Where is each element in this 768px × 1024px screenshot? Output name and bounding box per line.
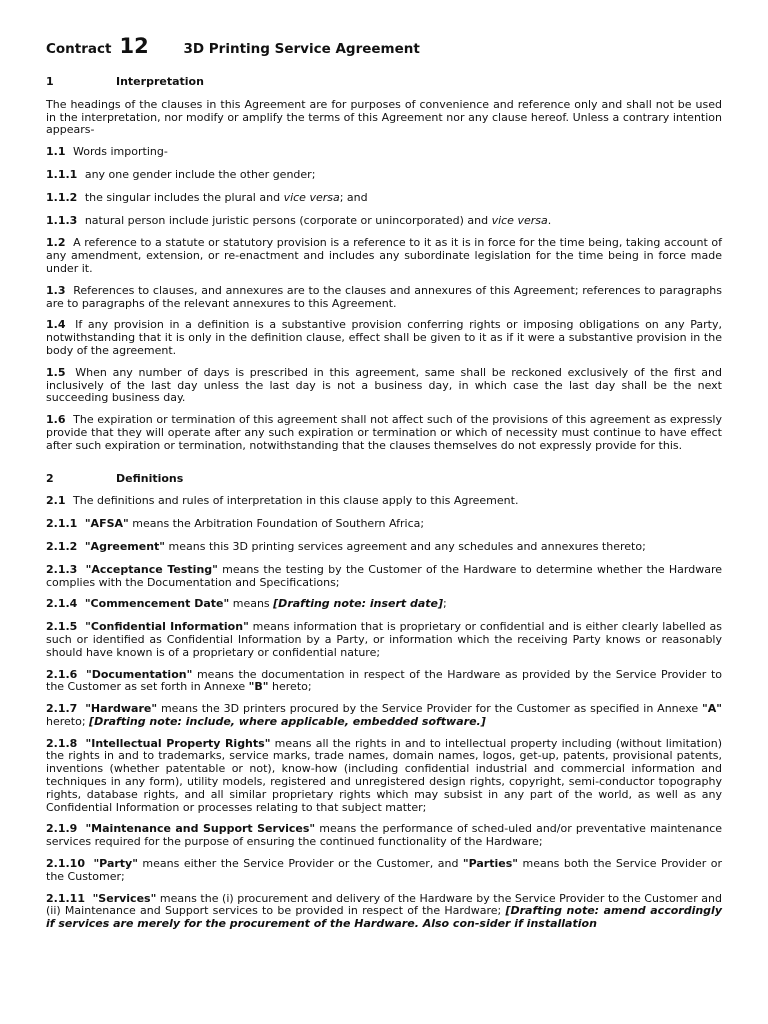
clause-2-1: [46, 495, 722, 508]
clause-1-2: [46, 237, 722, 275]
clause-text: When any number of days is prescribed in this agreement, same shall be reckoned exclusively of the first and inclusively of the last day unless the last day is not a business day, in which case the last day shall be the next succeeding business day.: [46, 365, 722, 405]
clause-text: means the documentation in respect of the Hardware as provided by the Service Provider to the Customer as set forth in Annexe: [46, 667, 723, 694]
clause-number: 2.1.1: [46, 517, 78, 531]
defined-term: "Commencement Date": [84, 597, 230, 611]
clause-text: means the (i) procurement and delivery of the Hardware by the Service Provider to the Customer and (ii) Maintenance and Support services to be provided in respect of the Hardware;: [46, 891, 723, 918]
clause-text: means the testing by the Customer of the Hardware to determine whether the Hardware complies with the Documentation and Specifications;: [46, 562, 722, 589]
clause-text: means all the rights in and to intellectual property including (without limitation) the rights in and to trademarks, service marks, trade names, domain names, logos, get-up, patents, provisional patents, inventions (whether patentable or not), know-how (including confidential industrial and commercial information and techniques in any form), utility models, registered and unregistered design rights, copyright, semi-conductor topography rights, database rights, and all similar proprietary rights which may subsist in any part of the world, as well as any Confidential Information or processes relating to that subject matter;: [46, 736, 722, 814]
section-heading-interpretation: [46, 76, 722, 89]
annexe-reference: "B": [248, 680, 269, 694]
defined-term-secondary: "Parties": [462, 857, 519, 871]
clause-2-1-9: [46, 823, 722, 849]
defined-term: "AFSA": [84, 517, 129, 531]
clause-2-1-11: [46, 893, 722, 931]
section-number: 1: [46, 75, 54, 88]
clause-number: 1.1: [46, 145, 66, 159]
clause-text: any one gender include the other gender;: [84, 167, 316, 181]
clause-text: means the performance of sched-uled and/or preventative maintenance services required for the purpose of ensuring the continued functionality of the Hardware;: [46, 822, 723, 849]
clause-text-end: ; and: [339, 190, 368, 204]
clause-number: 2.1.2: [46, 539, 78, 553]
document-title-row: [46, 34, 722, 68]
clause-number: 2.1.7: [46, 702, 78, 716]
clause-number: 2.1.8: [46, 736, 78, 750]
clause-2-1-2: [46, 541, 722, 554]
clause-text: natural person include juristic persons (corporate or unincorporated) and: [84, 213, 492, 227]
clause-text-end: .: [547, 213, 552, 227]
defined-term: "Intellectual Property Rights": [85, 736, 271, 750]
clause-text: means the Arbitration Foundation of Southern Africa;: [128, 517, 425, 531]
clause-text: The expiration or termination of this agreement shall not affect such of the provisions of this agreement as expressly provide that they will operate after any such expiration or termination or which of necessity must continue to have effect after such expiration or termination, notwithstanding that the clauses themselves do not expressly provide for this.: [46, 413, 722, 452]
clause-text-end: means both the Service Provider or the Customer;: [46, 857, 722, 883]
clause-text-end: ;: [443, 597, 447, 611]
clause-1-3: [46, 285, 722, 311]
clause-text: References to clauses, and annexures are to the clauses and annexures of this Agreement; references to paragraphs are to paragraphs of the relevant annexures to this Agreement.: [46, 283, 722, 310]
clause-text: Words importing-: [73, 145, 168, 159]
clause-1-1-2: [46, 192, 722, 205]
contract-number: 12: [119, 34, 149, 58]
clause-number: 1.6: [46, 413, 66, 427]
defined-term: "Party": [93, 857, 138, 871]
defined-term: "Services": [92, 891, 157, 905]
clause-2-1-3: [46, 564, 722, 590]
clause-2-1-6: [46, 669, 722, 695]
clause-2-1-8: [46, 738, 722, 815]
clause-number: 1.1.1: [46, 167, 78, 181]
clause-number: 2.1.11: [46, 891, 85, 905]
clause-italic: vice versa: [491, 213, 548, 227]
interpretation-intro: The headings of the clauses in this Agreement are for purposes of convenience and reference only and shall not be used in the interpretation, nor modify or amplify the terms of this Agreement nor any clause hereof. Unless a contrary intention appears-: [46, 97, 722, 137]
defined-term: "Confidential Information": [85, 620, 249, 634]
defined-term: "Agreement": [84, 539, 166, 553]
clause-number: 2.1: [46, 494, 66, 508]
clause-text: the singular includes the plural and: [84, 190, 284, 204]
clause-text: If any provision in a definition is a substantive provision conferring rights or imposing obligations on any Party, notwithstanding that it is only in the definition clause, effect shall be given to it as if it were a substantive provision in the body of the agreement.: [46, 318, 723, 357]
clause-text: A reference to a statute or statutory provision is a reference to it as it is in force for the time being, taking account of any amendment, extension, or re-enactment and includes any subordinate legislation for the time being in force made under it.: [46, 236, 722, 275]
clause-2-1-7: [46, 703, 722, 729]
defined-term: "Acceptance Testing": [85, 562, 218, 576]
defined-term: "Hardware": [85, 702, 158, 716]
clause-number: 1.2: [46, 236, 66, 250]
section-number: 2: [46, 471, 54, 485]
clause-number: 1.3: [46, 283, 66, 297]
clause-1-1: [46, 146, 722, 159]
annexe-reference: "A": [702, 702, 723, 716]
clause-1-6: [46, 414, 722, 452]
clause-italic: vice versa: [283, 190, 340, 204]
clause-number: 2.1.9: [46, 822, 78, 836]
clause-number: 2.1.3: [46, 562, 78, 576]
clause-text: means this 3D printing services agreement and any schedules and annexures thereto;: [165, 539, 646, 553]
section-heading-definitions: [46, 473, 722, 486]
clause-2-1-10: [46, 858, 722, 884]
clause-text: means information that is proprietary or confidential and is either clearly labelled as such or identified as Confidential Information by a Party, or information which the receiving Party knows or reasonably should have known is of a proprietary or confidential nature;: [46, 620, 722, 659]
clause-1-5: [46, 367, 722, 405]
section-title: Interpretation: [116, 75, 204, 88]
clause-text: The definitions and rules of interpretation in this clause apply to this Agreement.: [73, 494, 519, 508]
clause-number: 2.1.4: [46, 597, 78, 611]
clause-text: means: [229, 597, 274, 611]
clause-number: 2.1.6: [46, 667, 78, 681]
clause-text-end: hereto;: [46, 714, 90, 728]
clause-number: 1.1.2: [46, 190, 78, 204]
section-title: Definitions: [116, 471, 184, 485]
defined-term: "Documentation": [85, 667, 193, 681]
clause-text: means the 3D printers procured by the Service Provider for the Customer as specified in Annexe: [157, 702, 703, 716]
defined-term: "Maintenance and Support Services": [85, 822, 316, 836]
clause-2-1-4: [46, 598, 722, 611]
contract-label: Contract: [46, 41, 112, 57]
drafting-note: [Drafting note: include, where applicable, embedded software.]: [89, 714, 486, 728]
clause-2-1-1: [46, 518, 722, 531]
clause-number: 1.4: [46, 318, 66, 332]
clause-number: 2.1.5: [46, 620, 78, 634]
clause-text-end: hereto;: [268, 680, 312, 694]
clause-text: means either the Service Provider or the Customer, and: [137, 857, 463, 871]
clause-1-1-1: [46, 169, 722, 182]
clause-1-4: [46, 319, 722, 357]
clause-1-1-3: [46, 215, 722, 228]
clause-number: 1.1.3: [46, 213, 78, 227]
clause-2-1-5: [46, 621, 722, 659]
clause-number: 1.5: [46, 365, 66, 379]
clause-number: 2.1.10: [46, 857, 85, 871]
drafting-note: [Drafting note: insert date]: [273, 597, 444, 611]
drafting-note: [Drafting note: amend accordingly if services are merely for the procurement of the Hardware. Also con-sider if installation: [46, 904, 722, 931]
agreement-title: 3D Printing Service Agreement: [183, 41, 420, 57]
